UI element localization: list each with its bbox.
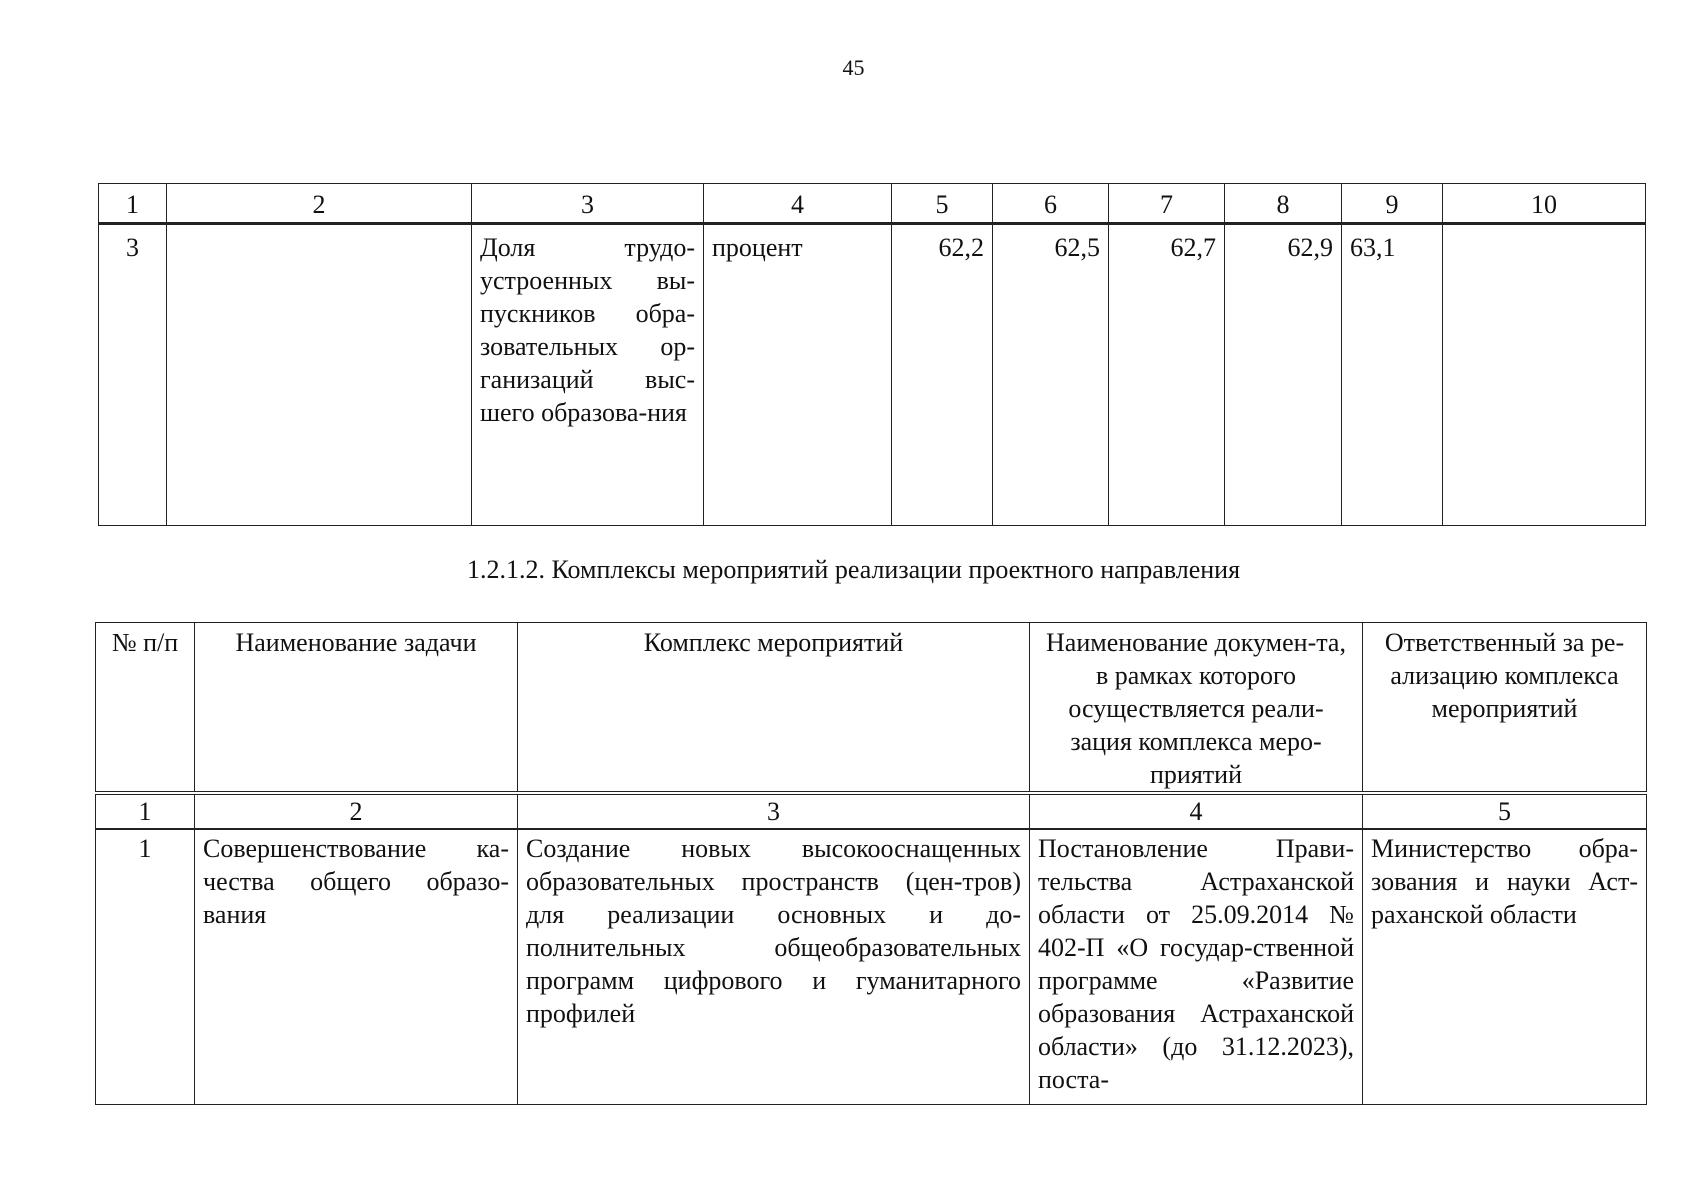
unit-cell: процент	[704, 224, 892, 526]
column-numbers-row	[96, 793, 1647, 829]
column-number-3: 3	[518, 793, 1030, 829]
value-cell-7: 62,7	[1109, 224, 1225, 526]
column-number-3: 3	[472, 184, 704, 224]
header-responsible: Ответственный за ре-ализацию комплекса мероприятий	[1363, 623, 1647, 794]
header-document: Наименование докумен-та, в рамках которого осуществляется реали-зация комплекса меро-приятий	[1030, 623, 1363, 794]
table-row	[99, 224, 1646, 526]
column-number-2: 2	[167, 184, 472, 224]
value-cell-6: 62,5	[993, 224, 1109, 526]
row-number: 3	[99, 224, 167, 526]
column-number-10: 10	[1443, 184, 1646, 224]
value-cell-5: 62,2	[892, 224, 993, 526]
column-number-9: 9	[1342, 184, 1443, 224]
header-activities: Комплекс мероприятий	[518, 623, 1030, 794]
column-number-2: 2	[195, 793, 518, 829]
activities-table	[95, 622, 1647, 1105]
indicators-table	[98, 183, 1646, 526]
header-number: № п/п	[96, 623, 195, 794]
task-name: Совершенствование ка-чества общего образо-вания	[195, 829, 518, 1105]
column-number-7: 7	[1109, 184, 1225, 224]
value-cell-8: 62,9	[1225, 224, 1342, 526]
value-cell-9: 63,1	[1342, 224, 1443, 526]
column-number-4: 4	[704, 184, 892, 224]
table-row	[96, 829, 1647, 1105]
value-cell-10	[1443, 224, 1646, 526]
document-name: Постановление Прави-тельства Астраханской области от 25.09.2014 № 402-П «О государ-ственной программе «Развитие образования Астраханской области» (до 31.12.2023), поста-	[1030, 829, 1363, 1105]
activities-description: Создание новых высокооснащенных образовательных пространств (цен-тров) для реализации основных и до-полнительных общеобразовательных программ цифрового и гуманитарного профилей	[518, 829, 1030, 1105]
page-number: 45	[842, 55, 865, 80]
indicator-name: Доля трудо-устроенных вы-пускников обра-зовательных ор-ганизаций выс-шего образова-ния	[472, 224, 704, 526]
section-heading: 1.2.1.2. Комплексы мероприятий реализации проектного направления	[466, 555, 1241, 584]
row-number: 1	[96, 829, 195, 1105]
column-number-8: 8	[1225, 184, 1342, 224]
task-cell	[167, 224, 472, 526]
column-number-4: 4	[1030, 793, 1363, 829]
table-header-row	[96, 623, 1647, 794]
column-number-5: 5	[892, 184, 993, 224]
header-task-name: Наименование задачи	[195, 623, 518, 794]
responsible-party: Министерство обра-зования и науки Аст-раханской области	[1363, 829, 1647, 1105]
column-number-1: 1	[96, 793, 195, 829]
column-number-5: 5	[1363, 793, 1647, 829]
column-number-1: 1	[99, 184, 167, 224]
table-header-row	[99, 184, 1646, 224]
column-number-6: 6	[993, 184, 1109, 224]
